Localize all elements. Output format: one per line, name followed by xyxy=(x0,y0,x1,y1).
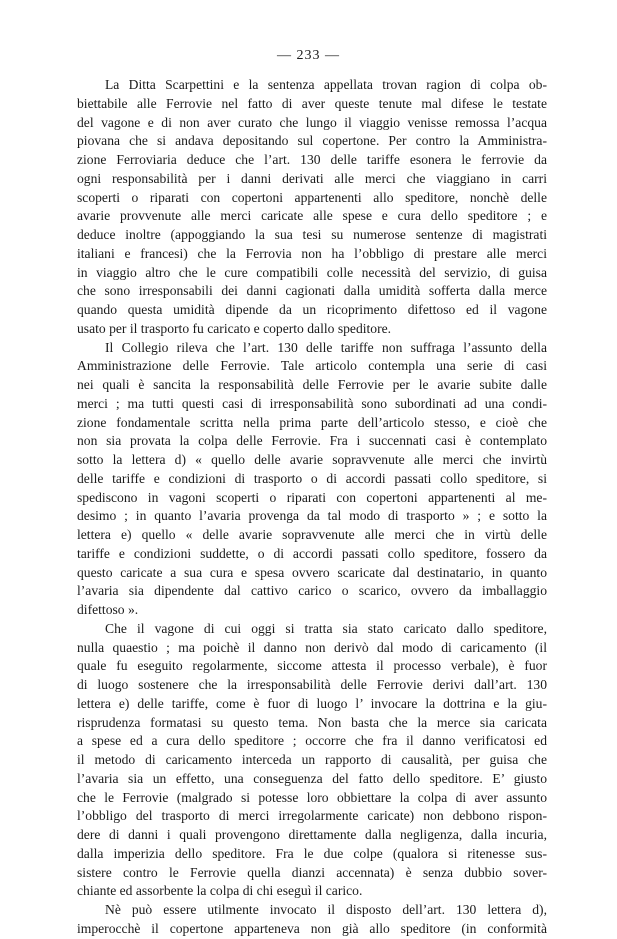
text-line: questo caricate a sua cura e spesa ovvero scaricate dal destinatario, in quanto xyxy=(77,564,547,580)
text-line: usato per il trasporto fu caricato e coperto dallo speditore. xyxy=(77,320,392,336)
text-line: in viaggio altro che le cure compatibili colle necessità del servizio, di guisa xyxy=(77,264,547,280)
text-line: Amministrazione delle Ferrovie. Tale articolo contempla una serie di casi xyxy=(77,358,547,374)
text-line: Nè può essere utilmente invocato il disposto dell’art. 130 lettera d), xyxy=(105,902,547,917)
text-line: avarie provvenute alle merci caricate alle spese e cura dello speditore ; e xyxy=(77,208,547,224)
text-line: scoperti o riparati con copertoni appartenenti allo speditore, nonchè delle xyxy=(77,189,547,205)
text-line: nulla quaestio ; ma poichè il danno non derivò dal modo di caricamento (il xyxy=(77,639,547,655)
paragraph-1 xyxy=(77,76,547,339)
paragraph-2 xyxy=(77,339,547,620)
text-line: imperocchè il copertone apparteneva non già allo speditore (in conformità xyxy=(77,920,547,936)
text-line: lettera e) quello « delle avarie sopravvenute alle merci che in virtù delle xyxy=(77,527,547,542)
text-line: spediscono in vagoni scoperti o riparati con copertoni appartenenti al me- xyxy=(77,489,547,505)
text-line: merci ; ma tutti questi casi di irresponsabilità sono subordinati ad una condi- xyxy=(77,395,547,411)
document-body xyxy=(77,76,547,939)
paragraph-3 xyxy=(77,620,547,901)
text-line: chiante ed assorbente la colpa di chi eseguì il carico. xyxy=(77,883,363,899)
text-line: ogni responsabilità per i danni derivati alle merci che viaggiano in carri xyxy=(77,170,547,186)
page-number: — 233 — xyxy=(277,48,340,63)
text-line: dere di danni i quali provengono direttamente dalla negligenza, dalla incuria, xyxy=(77,827,547,842)
text-line: piovana che si andava depositando sul copertone. Per contro la Amministra- xyxy=(77,133,547,149)
text-line: deduce inoltre (appoggiando la sua tesi su numerose sentenze di magistrati xyxy=(77,227,547,242)
text-line: italiani e francesi) che la Ferrovia non ha l’obbligo di prestare alle merci xyxy=(77,245,547,261)
text-line: l’avaria sia dipendente dal cattivo carico o scarico, ovvero da imballaggio xyxy=(77,583,547,599)
text-line: l’avaria sia un effetto, una conseguenza del fatto dello speditore. E’ giusto xyxy=(77,770,547,786)
text-line: che sono irresponsabili dei danni cagionati dalla umidità sofferta dalla merce xyxy=(77,283,547,299)
text-line: biettabile alle Ferrovie nel fatto di aver queste tenute mal difese le testate xyxy=(77,95,547,111)
text-line: il metodo di caricamento interceda un rapporto di causalità, per guisa che xyxy=(77,752,547,767)
text-line: nei quali è sancita la responsabilità delle Ferrovie per le avarie subite dalle xyxy=(77,377,547,392)
text-line: dalla imperizia dello speditore. Fra le due colpe (qualora si ritenesse sus- xyxy=(77,845,547,861)
text-line: zione Ferroviaria deduce che l’art. 130 delle tariffe esonera le ferrovie da xyxy=(77,152,547,167)
text-line: zione fondamentale scritta nella prima parte dell’articolo stesso, e cioè che xyxy=(77,414,547,430)
text-line: quando questa umidità dipende da un ricoprimento difettoso ed il vagone xyxy=(77,302,547,317)
text-line: Che il vagone di cui oggi si tratta sia stato caricato dallo speditore, xyxy=(105,620,547,636)
text-line: di luogo sostenere che la irresponsabilità delle Ferrovie derivi dall’art. 130 xyxy=(77,677,547,692)
text-line: Il Collegio rileva che l’art. 130 delle tariffe non suffraga l’assunto della xyxy=(105,339,547,355)
text-line: sotto la lettera d) « quello delle avarie sopravvenute alle merci che invirtù xyxy=(77,452,547,467)
text-line: desimo ; in quanto l’avaria provenga da tal modo di trasporto » ; e sotto la xyxy=(77,508,547,524)
text-line: delle tariffe e condizioni di trasporto o di accordi passati collo speditore, si xyxy=(77,470,547,486)
text-line: lettera e) delle tariffe, come è fuor di luogo l’ invocare la dottrina e la giu- xyxy=(77,695,547,711)
text-line: a spese ed a cura dello speditore ; occorre che fra il danno verificatosi ed xyxy=(77,733,547,749)
text-line: del vagone e di non aver curato che lungo il viaggio venisse remossa l’acqua xyxy=(77,114,547,130)
text-line: difettoso ». xyxy=(77,602,139,617)
text-line: che le Ferrovie (malgrado si potesse loro obbiettare la colpa di aver assunto xyxy=(77,789,547,805)
paragraph-4 xyxy=(77,901,547,939)
text-line: sistere contro le Ferrovie quella dianzi accennata) è senza dubbio sover- xyxy=(77,864,547,880)
text-line: non sia provata la colpa delle Ferrovie. Fra i succennati casi è contemplato xyxy=(77,433,547,449)
text-line: quale fu eseguito regolarmente, siccome attesta il processo verbale), è fuor xyxy=(77,658,547,674)
text-line: l’obbligo del trasporto di merci irregolarmente caricate) non debbono rispon- xyxy=(77,808,547,824)
text-line: tariffe e condizioni suddette, o di accordi passati collo speditore, fossero da xyxy=(77,545,547,561)
text-line: La Ditta Scarpettini e la sentenza appellata trovan ragion di colpa ob- xyxy=(105,77,547,92)
text-line: risprudenza formatasi su questo tema. Non basta che la merce sia caricata xyxy=(77,714,547,730)
